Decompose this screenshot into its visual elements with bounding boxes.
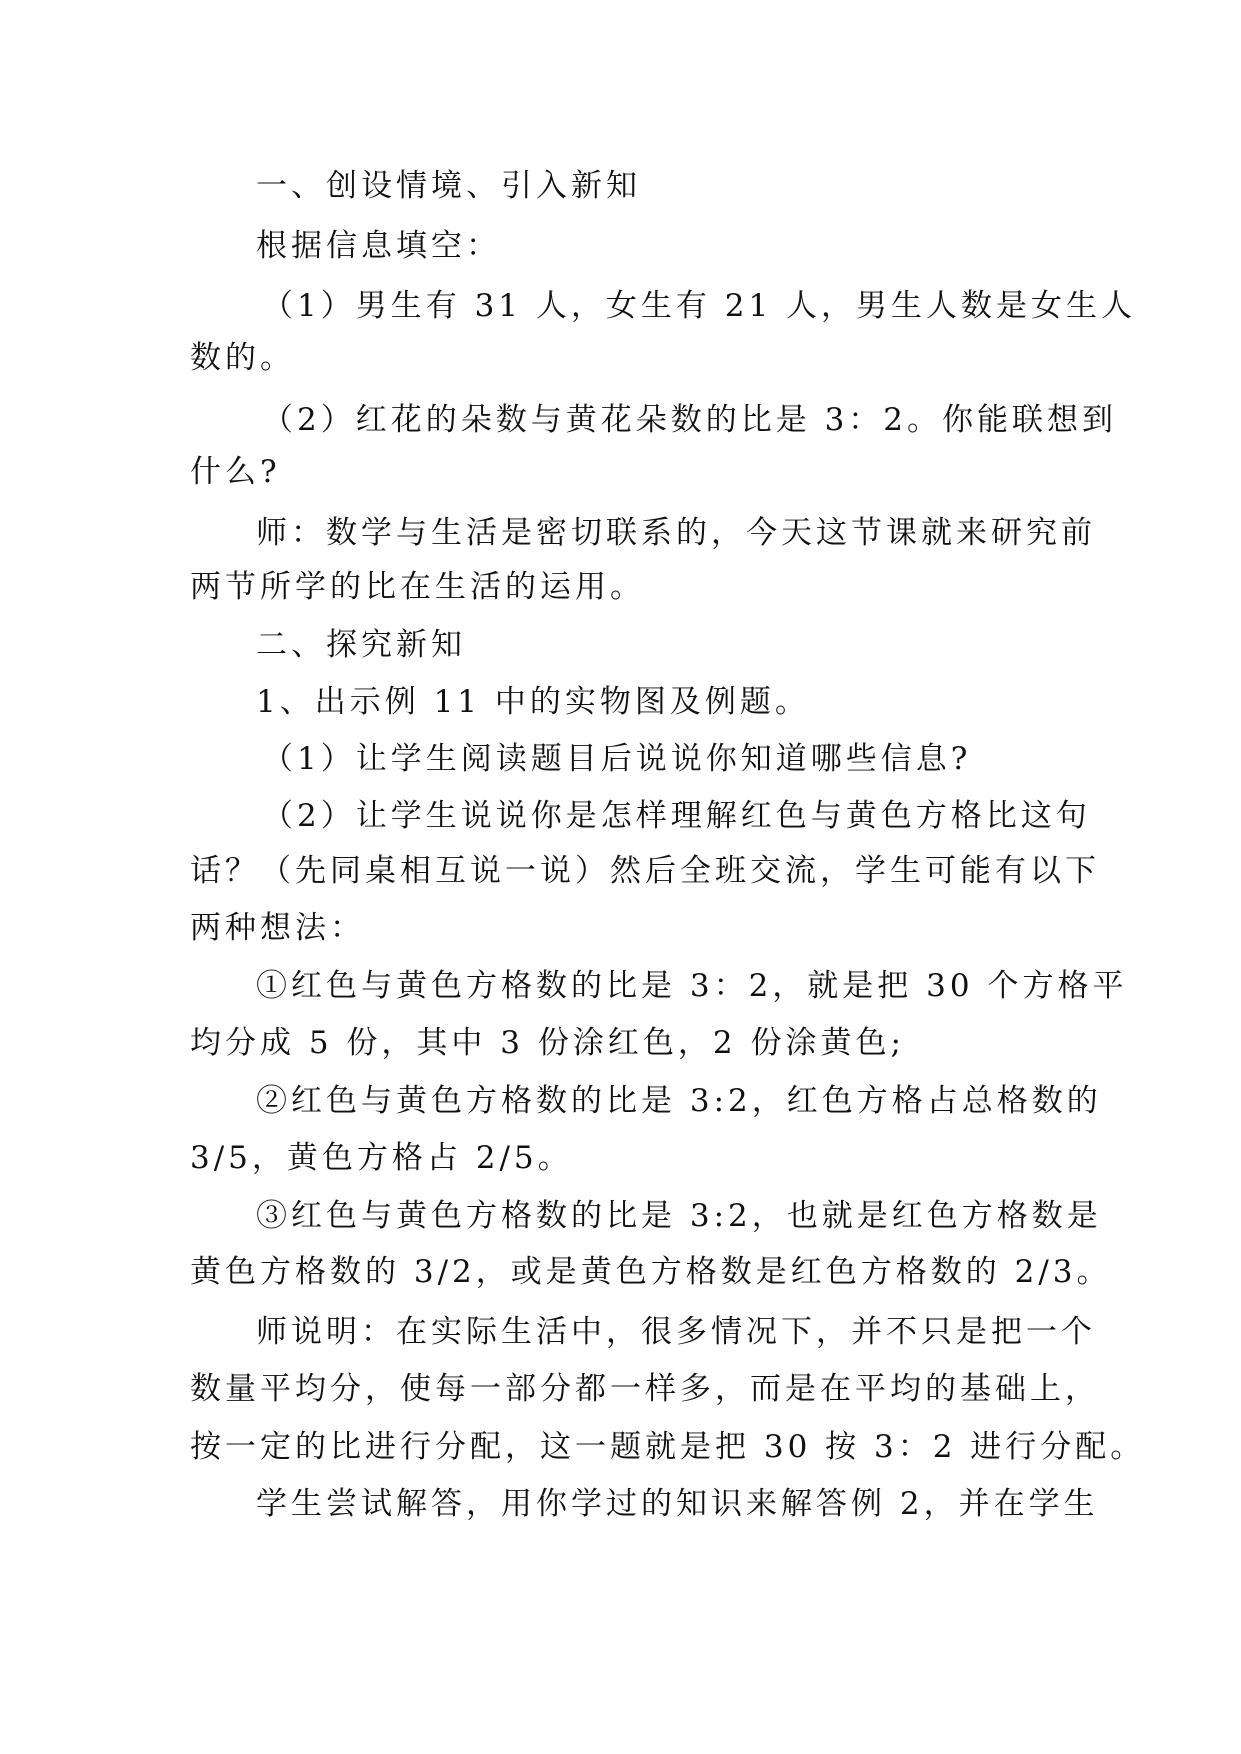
paragraph-line: 话？（先同桌相互说一说）然后全班交流，学生可能有以下 (190, 853, 1100, 889)
paragraph-line: ③红色与黄色方格数的比是 3:2，也就是红色方格数是 (256, 1198, 1102, 1234)
paragraph-line: ①红色与黄色方格数的比是 3：2，就是把 30 个方格平 (256, 968, 1128, 1004)
paragraph-line: 什么? (190, 454, 281, 490)
paragraph-line: 学生尝试解答，用你学过的知识来解答例 2，并在学生 (256, 1486, 1099, 1522)
paragraph-line: 根据信息填空： (256, 228, 501, 264)
paragraph-line: 均分成 5 份，其中 3 份涂红色，2 份涂黄色; (190, 1025, 905, 1061)
paragraph-line: 黄色方格数的 3/2，或是黄色方格数是红色方格数的 2/3。 (190, 1254, 1112, 1290)
section-heading-1: 一、创设情境、引入新知 (256, 168, 641, 204)
paragraph-line: （1）让学生阅读题目后说说你知道哪些信息? (262, 741, 972, 777)
paragraph-line: 师：数学与生活是密切联系的，今天这节课就来研究前 (256, 515, 1096, 551)
paragraph-line: （2）红花的朵数与黄花朵数的比是 3：2。你能联想到 (262, 402, 1118, 438)
paragraph-line: 按一定的比进行分配，这一题就是把 30 按 3：2 进行分配。 (190, 1429, 1146, 1465)
section-heading-2: 二、探究新知 (256, 627, 466, 663)
paragraph-line: 数量平均分，使每一部分都一样多，而是在平均的基础上， (190, 1371, 1100, 1407)
paragraph-line: 师说明：在实际生活中，很多情况下，并不只是把一个 (256, 1314, 1096, 1350)
paragraph-line: （2）让学生说说你是怎样理解红色与黄色方格比这句 (262, 798, 1091, 834)
paragraph-line: 3/5，黄色方格占 2/5。 (190, 1140, 573, 1176)
paragraph-line: 数的。 (190, 340, 295, 376)
paragraph-line: ②红色与黄色方格数的比是 3:2，红色方格占总格数的 (256, 1083, 1102, 1119)
paragraph-line: 两种想法： (190, 910, 365, 946)
paragraph-line: （1）男生有 31 人，女生有 21 人，男生人数是女生人 (262, 288, 1137, 324)
paragraph-line: 1、出示例 11 中的实物图及例题。 (256, 684, 810, 720)
paragraph-line: 两节所学的比在生活的运用。 (190, 569, 645, 605)
